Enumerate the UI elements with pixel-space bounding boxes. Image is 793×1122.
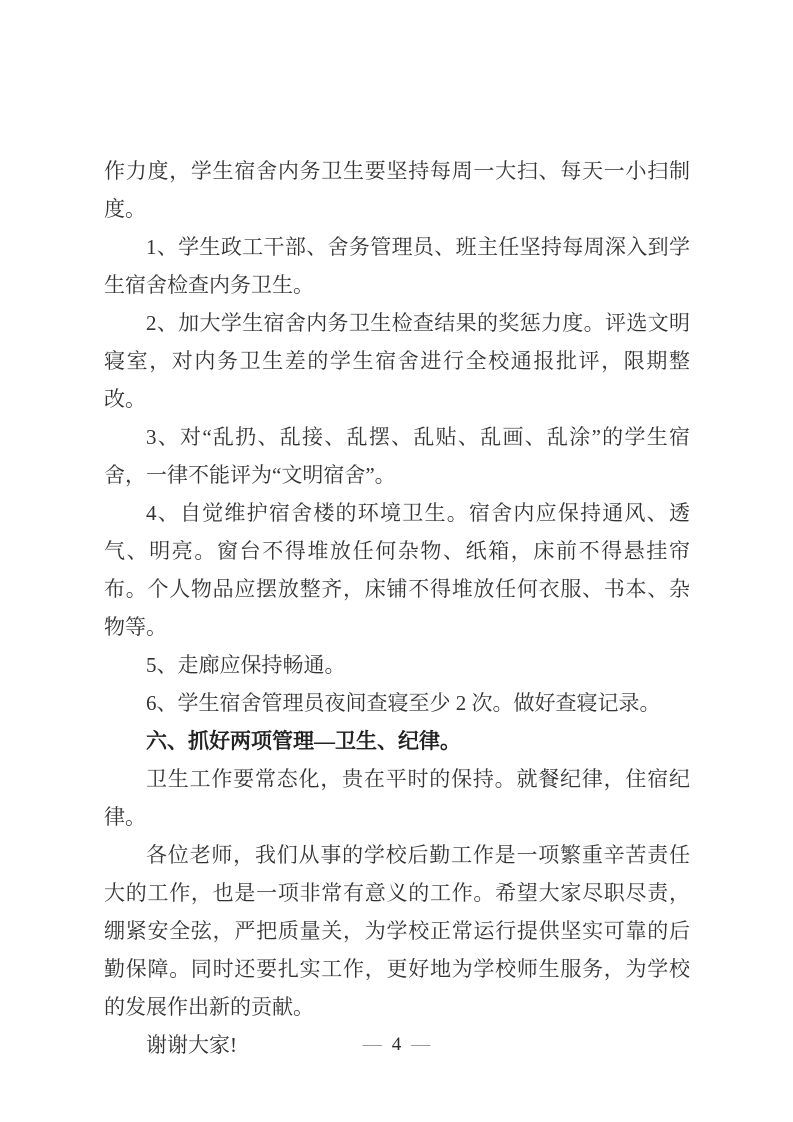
footer-left-dash: — xyxy=(362,1034,382,1055)
page-number: 4 xyxy=(391,1034,402,1055)
page-footer xyxy=(0,1031,793,1059)
paragraph: 卫生工作要常态化，贵在平时的保持。就餐纪律，住宿纪律。 xyxy=(104,767,690,829)
list-item-4: 4、自觉维护宿舍楼的环境卫生。宿舍内应保持通风、透气、明亮。窗台不得堆放任何杂物、纸箱，床前不得悬挂帘布。个人物品应摆放整齐，床铺不得堆放任何衣服、书本、杂物等。 xyxy=(104,501,690,639)
paragraph: 各位老师，我们从事的学校后勤工作是一项繁重辛苦责任大的工作，也是一项非常有意义的工作。希望大家尽职尽责，绷紧安全弦，严把质量关，为学校正常运行提供坚实可靠的后勤保障。同时还要扎实工作，更好地为学校师生服务，为学校的发展作出新的贡献。 xyxy=(104,843,690,1019)
list-item-2: 2、加大学生宿舍内务卫生检查结果的奖惩力度。评选文明寝室，对内务卫生差的学生宿舍进行全校通报批评，限期整改。 xyxy=(104,311,690,411)
document-body xyxy=(104,152,690,1064)
list-item-6: 6、学生宿舍管理员夜间查寝至少 2 次。做好查寝记录。 xyxy=(146,691,661,715)
footer-right-dash: — xyxy=(411,1034,431,1055)
list-item-1: 1、学生政工干部、舍务管理员、班主任坚持每周深入到学生宿舍检查内务卫生。 xyxy=(104,235,690,297)
list-item-5: 5、走廊应保持畅通。 xyxy=(146,653,346,677)
list-item-3: 3、对“乱扔、乱接、乱摆、乱贴、乱画、乱涂”的学生宿舍，一律不能评为“文明宿舍”。 xyxy=(104,425,690,487)
section-heading: 六、抓好两项管理—卫生、纪律。 xyxy=(146,729,461,753)
closing-line: 谢谢大家! xyxy=(146,1033,237,1057)
paragraph-continuation: 作力度，学生宿舍内务卫生要坚持每周一大扫、每天一小扫制度。 xyxy=(104,159,690,221)
